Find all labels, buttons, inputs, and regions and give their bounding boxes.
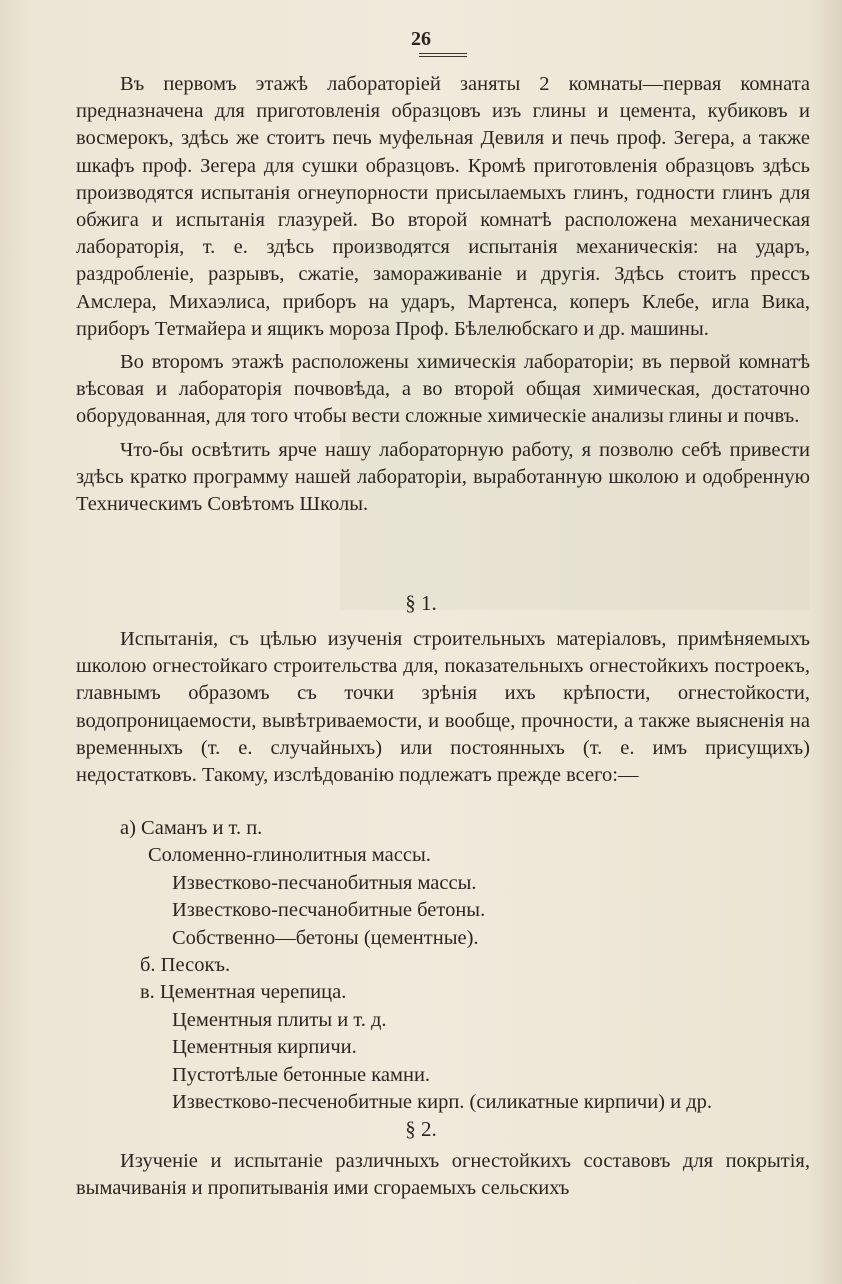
list-item: Пустотѣлые бетонные камни. [172,1063,431,1086]
list-item: Собственно—бетоны (цементные). [172,926,479,949]
list-item: Цементныя плиты и т. д. [172,1008,387,1031]
materials-list [76,815,810,1116]
list-item: б. Песокъ. [140,954,231,977]
list-item: Соломенно-глинолитныя массы. [148,844,431,867]
page-number: 26 [411,28,431,50]
list-item: Известково-песчанобитные бетоны. [172,899,486,922]
list-item: в. Цементная черепица. [140,981,347,1004]
intro-text [76,71,810,524]
section-2-heading: § 2. [405,1117,437,1141]
list-item: Известково-песчанобитныя массы. [172,871,477,894]
section-1-text [76,626,810,795]
list-item: Известково-песченобитные кирп. (силикатные кирпичи) и др. [172,1091,713,1114]
list-item: а) Саманъ и т. п. [120,817,263,839]
intro-paragraph-3: Что-бы освѣтить ярче нашу лабораторную работу, я позволю себѣ привести здѣсь кратко программу нашей лабораторіи, выработанную школою и одобренную Техническимъ Совѣтомъ Школы. [76,438,810,516]
section-2-text [76,1148,810,1208]
intro-paragraph-2: Во второмъ этажѣ расположены химическія лабораторіи; въ первой комнатѣ вѣсовая и лабораторія почвовѣда, а во второй общая химическая, достаточно оборудованная, для того чтобы вести сложные химическіе анализы глины и почвъ. [76,351,810,428]
section-1-paragraph: Испытанія, съ цѣлью изученія строительныхъ матеріаловъ, примѣняемыхъ школою огнестойкаго строительства для, показательныхъ огнестойкихъ построекъ, главнымъ образомъ съ точки зрѣнія ихъ крѣпости, огнестойкости, водопроницаемости, вывѣтриваемости, и вообще, прочности, а также выясненія на временныхъ (т. е. случайныхъ) или постоянныхъ (т. е. имъ присущихъ) недостатковъ. Такому, изслѣдованію подлежатъ прежде всего:— [76,628,810,787]
section-1-heading: § 1. [405,591,437,615]
intro-paragraph-1: Въ первомъ этажѣ лабораторіей заняты 2 комнаты—первая комната предназначена для приготовленія образцовъ изъ глины и цемента, кубиковъ и восмерокъ, здѣсь же стоитъ печь муфельная Девиля и печь проф. Зегера, а также шкафъ проф. Зегера для сушки образцовъ. Кромѣ приготовленія образцовъ здѣсь производятся испытанія огнеупорности присылаемыхъ глинъ, годности глинъ для обжига и испытанія глазурей. Во второй комнатѣ расположена механическая лабораторія, т. е. здѣсь производятся испытанія механическія: на ударъ, раздробленіе, разрывъ, сжатіе, замораживаніе и другія. Здѣсь стоитъ прессъ Амслера, Михаэлиса, приборъ на ударъ, Мартенса, коперъ Клебе, игла Вика, приборъ Тетмайера и ящикъ мороза Проф. Бѣлелюбскаго и др. машины. [76,73,810,340]
section-2-paragraph: Изученіе и испытаніе различныхъ огнестойкихъ составовъ для покрытія, вымачиванія и пропитыванія ими сгораемыхъ сельскихъ [76,1150,810,1200]
page-number-underline [419,53,467,57]
list-item: Цементныя кирпичи. [172,1036,357,1059]
